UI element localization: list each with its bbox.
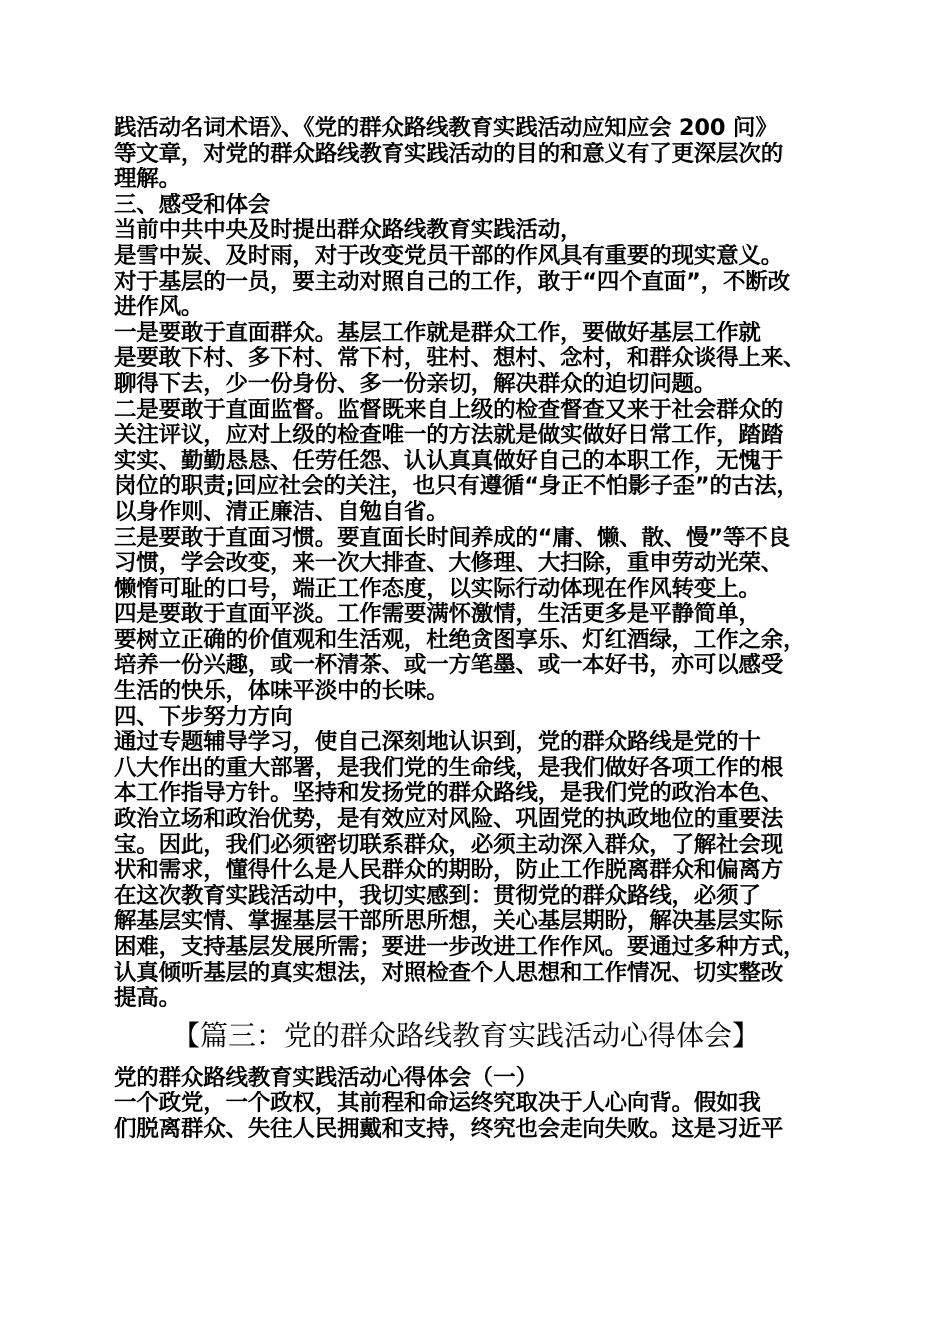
text-line: 在这次教育实践活动中，我切实感到：贯彻党的群众路线，必须了: [114, 883, 761, 909]
text-line: 三、感受和体会: [114, 192, 271, 218]
text-line: 一是要敢于直面群众。基层工作就是群众工作，要做好基层工作就: [114, 320, 761, 346]
text-line: 实实、勤勤恳恳、任劳任怨、认认真真做好自己的本职工作，无愧于: [114, 448, 784, 474]
text-line: 三是要敢于直面习惯。要直面长时间养成的“庸、懒、散、慢”等不良: [114, 525, 790, 551]
text-line: 以身作则、清正廉洁、自勉自省。: [114, 499, 449, 525]
text-line: 解基层实情、掌握基层干部所思所想，关心基层期盼，解决基层实际: [114, 909, 784, 935]
text-line: 是雪中炭、及时雨，对于改变党员干部的作风具有重要的现实意义。: [114, 243, 784, 269]
text-line: 岗位的职责;回应社会的关注，也只有遵循“身正不怕影子歪”的古法，: [114, 474, 799, 500]
text-line: 状和需求，懂得什么是人民群众的期盼，防止工作脱离群众和偏离方: [114, 858, 784, 884]
text-line: 二是要敢于直面监督。监督既来自上级的检查督查又来于社会群众的: [114, 397, 784, 423]
text-line: 关注评议，应对上级的检查唯一的方法就是做实做好日常工作，踏踏: [114, 423, 784, 449]
text-line: 本工作指导方针。坚持和发扬党的群众路线，是我们党的政治本色、: [114, 781, 784, 807]
text-line: 是要敢下村、多下村、常下村，驻村、想村、念村，和群众谈得上来、: [114, 346, 806, 372]
text-line: 培养一份兴趣，或一杯清茶、或一方笔墨、或一本好书，亦可以感受: [114, 653, 784, 679]
text-line: 困难，支持基层发展所需；要进一步改进工作作风。要通过多种方式，: [114, 935, 806, 960]
text-line: 们脱离群众、失往人民拥戴和支持，终究也会走向失败。这是习近平: [114, 1116, 784, 1142]
text-line: 四是要敢于直面平淡。工作需要满怀激情，生活更多是平静简单，: [114, 602, 761, 628]
text-line: 通过专题辅导学习，使自己深刻地认识到，党的群众路线是党的十: [114, 730, 761, 756]
text-line: 四、下步努力方向: [114, 704, 293, 730]
text-line: 要树立正确的价值观和生活观，杜绝贪图享乐、灯红酒绿，工作之余，: [114, 627, 806, 653]
text-line: 八大作出的重大部署，是我们党的生命线，是我们做好各项工作的根: [114, 755, 784, 781]
chapter-heading: 【篇三：党的群众路线教育实践活动心得体会】: [172, 1018, 761, 1052]
text-line: 践活动名词术语》、《党的群众路线教育实践活动应知应会 200 问》: [114, 116, 778, 141]
text-line: 等文章，对党的群众路线教育实践活动的目的和意义有了更深层次的: [114, 141, 784, 167]
text-line: 当前中共中央及时提出群众路线教育实践活动，: [114, 218, 583, 244]
text-line: 生活的快乐，体味平淡中的长味。: [114, 679, 449, 705]
text-line: 进作风。: [114, 295, 204, 321]
text-line: 对于基层的一员，要主动对照自己的工作，敢于“四个直面”，不断改: [114, 269, 790, 295]
text-line: 提高。: [114, 986, 181, 1012]
section-title: 党的群众路线教育实践活动心得体会（一）: [114, 1065, 538, 1091]
text-line: 认真倾听基层的真实想法，对照检查个人思想和工作情况、切实整改: [114, 960, 784, 986]
text-line: 聊得下去，少一份身份、多一份亲切，解决群众的迫切问题。: [114, 371, 717, 397]
document-body: [114, 116, 842, 1143]
text-line: 宝。因此，我们必须密切联系群众，必须主动深入群众，了解社会现: [114, 832, 784, 858]
text-line: 一个政党，一个政权，其前程和命运终究取决于人心向背。假如我: [114, 1091, 761, 1117]
text-line: 习惯，学会改变，来一次大排查、大修理、大扫除，重申劳动光荣、: [114, 551, 784, 577]
text-line: 政治立场和政治优势，是有效应对风险、巩固党的执政地位的重要法: [114, 807, 784, 833]
text-line: 懒惰可耻的口号，端正工作态度，以实际行动体现在作风转变上。: [114, 576, 761, 602]
text-line: 理解。: [114, 167, 181, 193]
